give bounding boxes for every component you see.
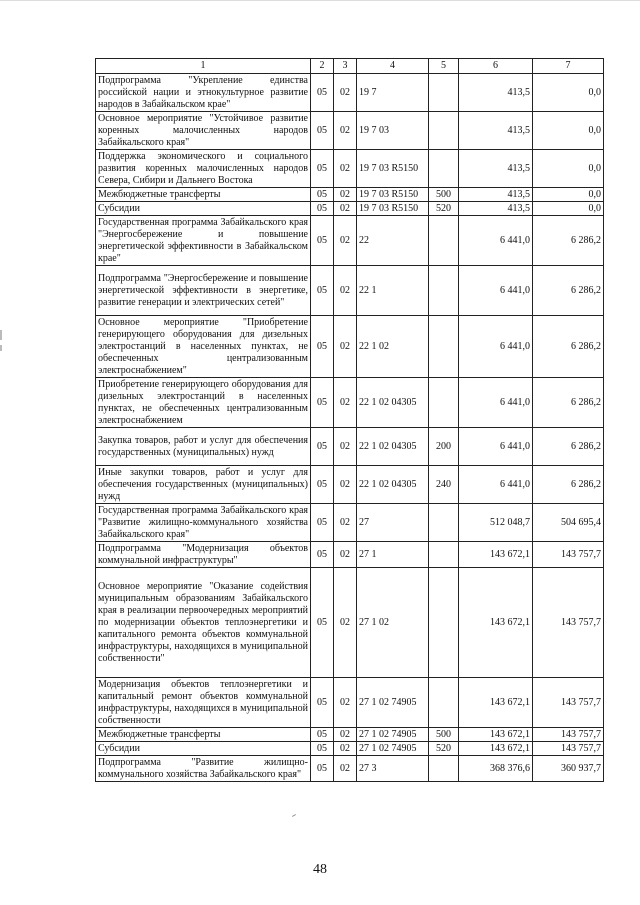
column-header: 4 [357,59,429,74]
scan-artifact [0,330,2,340]
amount-col7-cell: 360 937,7 [533,756,604,782]
subsection-cell: 02 [334,150,357,188]
row-name-cell: Подпрограмма "Модернизация объектов коммунальной инфраструктуры" [96,542,311,568]
subsection-cell: 02 [334,542,357,568]
amount-col7-cell: 143 757,7 [533,542,604,568]
amount-col7-cell: 0,0 [533,74,604,112]
amount-col6-cell: 6 441,0 [459,428,533,466]
section-cell: 05 [311,504,334,542]
budget-table [95,58,604,782]
header-row [96,59,604,74]
subsection-cell: 02 [334,112,357,150]
table-row [96,378,604,428]
amount-col6-cell: 413,5 [459,202,533,216]
row-name-cell: Поддержка экономического и социального развития коренных малочисленных народов Севера, Сибири и Дальнего Востока [96,150,311,188]
row-name-cell: Государственная программа Забайкальского края "Развитие жилищно-коммунального хозяйства Забайкальского края" [96,504,311,542]
amount-col7-cell: 143 757,7 [533,568,604,678]
amount-col6-cell: 143 672,1 [459,678,533,728]
subsection-cell: 02 [334,504,357,542]
scan-artifact [0,345,2,351]
section-cell: 05 [311,542,334,568]
amount-col6-cell: 143 672,1 [459,542,533,568]
section-cell: 05 [311,188,334,202]
section-cell: 05 [311,742,334,756]
row-name-cell: Субсидии [96,202,311,216]
row-name-cell: Межбюджетные трансферты [96,728,311,742]
row-name-cell: Подпрограмма "Энергосбережение и повышение энергетической эффективности в энергетике, развитие генерации и электрических сетей" [96,266,311,316]
table-row [96,112,604,150]
target-code-cell: 27 1 02 74905 [357,678,429,728]
amount-col7-cell: 0,0 [533,112,604,150]
table-row [96,202,604,216]
subsection-cell: 02 [334,202,357,216]
amount-col7-cell: 0,0 [533,188,604,202]
target-code-cell: 22 1 02 [357,316,429,378]
row-name-cell: Закупка товаров, работ и услуг для обеспечения государственных (муниципальных) нужд [96,428,311,466]
section-cell: 05 [311,150,334,188]
subsection-cell: 02 [334,428,357,466]
section-cell: 05 [311,202,334,216]
expense-type-cell [429,150,459,188]
section-cell: 05 [311,216,334,266]
table-row [96,742,604,756]
table-row [96,428,604,466]
expense-type-cell: 520 [429,202,459,216]
expense-type-cell [429,756,459,782]
target-code-cell: 27 [357,504,429,542]
table-row [96,504,604,542]
amount-col6-cell: 6 441,0 [459,466,533,504]
subsection-cell: 02 [334,74,357,112]
expense-type-cell [429,112,459,150]
table-row [96,756,604,782]
column-header: 2 [311,59,334,74]
target-code-cell: 19 7 03 R5150 [357,150,429,188]
table-row [96,542,604,568]
target-code-cell: 22 1 [357,266,429,316]
row-name-cell: Основное мероприятие "Устойчивое развитие коренных малочисленных народов Забайкальского края" [96,112,311,150]
target-code-cell: 19 7 [357,74,429,112]
amount-col6-cell: 143 672,1 [459,742,533,756]
section-cell: 05 [311,74,334,112]
expense-type-cell [429,266,459,316]
amount-col7-cell: 143 757,7 [533,678,604,728]
expense-type-cell: 240 [429,466,459,504]
expense-type-cell [429,316,459,378]
section-cell: 05 [311,378,334,428]
expense-type-cell: 520 [429,742,459,756]
row-name-cell: Государственная программа Забайкальского края "Энергосбережение и повышение энергетической эффективности в Забайкальском крае" [96,216,311,266]
subsection-cell: 02 [334,466,357,504]
section-cell: 05 [311,112,334,150]
amount-col7-cell: 6 286,2 [533,316,604,378]
table-row [96,568,604,678]
subsection-cell: 02 [334,266,357,316]
row-name-cell: Межбюджетные трансферты [96,188,311,202]
table-row [96,316,604,378]
table-row [96,216,604,266]
subsection-cell: 02 [334,378,357,428]
section-cell: 05 [311,316,334,378]
expense-type-cell [429,542,459,568]
section-cell: 05 [311,568,334,678]
expense-type-cell [429,74,459,112]
row-name-cell: Подпрограмма "Укрепление единства российской нации и этнокультурное развитие народов в Забайкальском крае" [96,74,311,112]
row-name-cell: Приобретение генерирующего оборудования для дизельных электростанций в населенных пунктах, не обеспеченных централизованным электроснабжением [96,378,311,428]
column-header: 5 [429,59,459,74]
subsection-cell: 02 [334,678,357,728]
expense-type-cell: 200 [429,428,459,466]
target-code-cell: 19 7 03 R5150 [357,188,429,202]
target-code-cell: 22 1 02 04305 [357,378,429,428]
expense-type-cell: 500 [429,188,459,202]
expense-type-cell [429,378,459,428]
row-name-cell: Подпрограмма "Развитие жилищно-коммунального хозяйства Забайкальского края" [96,756,311,782]
column-header: 1 [96,59,311,74]
subsection-cell: 02 [334,216,357,266]
subsection-cell: 02 [334,316,357,378]
section-cell: 05 [311,266,334,316]
target-code-cell: 19 7 03 R5150 [357,202,429,216]
row-name-cell: Субсидии [96,742,311,756]
subsection-cell: 02 [334,742,357,756]
table-row [96,74,604,112]
target-code-cell: 27 1 02 74905 [357,742,429,756]
table-body [96,74,604,782]
amount-col6-cell: 413,5 [459,112,533,150]
amount-col7-cell: 6 286,2 [533,428,604,466]
expense-type-cell [429,568,459,678]
amount-col6-cell: 413,5 [459,150,533,188]
amount-col6-cell: 413,5 [459,74,533,112]
subsection-cell: 02 [334,756,357,782]
target-code-cell: 27 1 02 74905 [357,728,429,742]
amount-col6-cell: 6 441,0 [459,266,533,316]
table-row [96,150,604,188]
amount-col6-cell: 413,5 [459,188,533,202]
table-row [96,728,604,742]
row-name-cell: Иные закупки товаров, работ и услуг для обеспечения государственных (муниципальных) нужд [96,466,311,504]
target-code-cell: 22 1 02 04305 [357,428,429,466]
subsection-cell: 02 [334,728,357,742]
section-cell: 05 [311,756,334,782]
target-code-cell: 27 1 [357,542,429,568]
column-header: 6 [459,59,533,74]
expense-type-cell [429,504,459,542]
table-row [96,188,604,202]
expense-type-cell [429,678,459,728]
row-name-cell: Модернизация объектов теплоэнергетики и капитальный ремонт объектов коммунальной инфраструктуры, находящихся в муниципальной собственности [96,678,311,728]
target-code-cell: 22 [357,216,429,266]
amount-col7-cell: 6 286,2 [533,466,604,504]
amount-col6-cell: 6 441,0 [459,316,533,378]
amount-col6-cell: 6 441,0 [459,378,533,428]
table-row [96,466,604,504]
amount-col7-cell: 143 757,7 [533,742,604,756]
amount-col7-cell: 504 695,4 [533,504,604,542]
table-row [96,678,604,728]
row-name-cell: Основное мероприятие "Оказание содействия муниципальным образованиям Забайкальского края в реализации первоочередных мероприятий по модернизации объектов теплоэнергетики и капитального ремонта объектов коммунальной инфраструктуры, находящихся в муниципальной собственности" [96,568,311,678]
target-code-cell: 27 1 02 [357,568,429,678]
table-row [96,266,604,316]
amount-col6-cell: 512 048,7 [459,504,533,542]
section-cell: 05 [311,466,334,504]
amount-col6-cell: 368 376,6 [459,756,533,782]
amount-col7-cell: 0,0 [533,150,604,188]
page-number: 48 [313,862,327,877]
amount-col7-cell: 6 286,2 [533,266,604,316]
row-name-cell: Основное мероприятие "Приобретение генерирующего оборудования для дизельных электростанций в населенных пунктах, не обеспеченных централизованным электроснабжением" [96,316,311,378]
subsection-cell: 02 [334,568,357,678]
subsection-cell: 02 [334,188,357,202]
amount-col7-cell: 143 757,7 [533,728,604,742]
page-edge [0,0,640,1]
column-header: 7 [533,59,604,74]
amount-col6-cell: 6 441,0 [459,216,533,266]
expense-type-cell: 500 [429,728,459,742]
amount-col7-cell: 6 286,2 [533,378,604,428]
target-code-cell: 27 3 [357,756,429,782]
section-cell: 05 [311,428,334,466]
amount-col6-cell: 143 672,1 [459,728,533,742]
column-header: 3 [334,59,357,74]
amount-col7-cell: 0,0 [533,202,604,216]
section-cell: 05 [311,728,334,742]
section-cell: 05 [311,678,334,728]
amount-col7-cell: 6 286,2 [533,216,604,266]
expense-type-cell [429,216,459,266]
target-code-cell: 19 7 03 [357,112,429,150]
pen-mark [292,814,296,817]
target-code-cell: 22 1 02 04305 [357,466,429,504]
amount-col6-cell: 143 672,1 [459,568,533,678]
